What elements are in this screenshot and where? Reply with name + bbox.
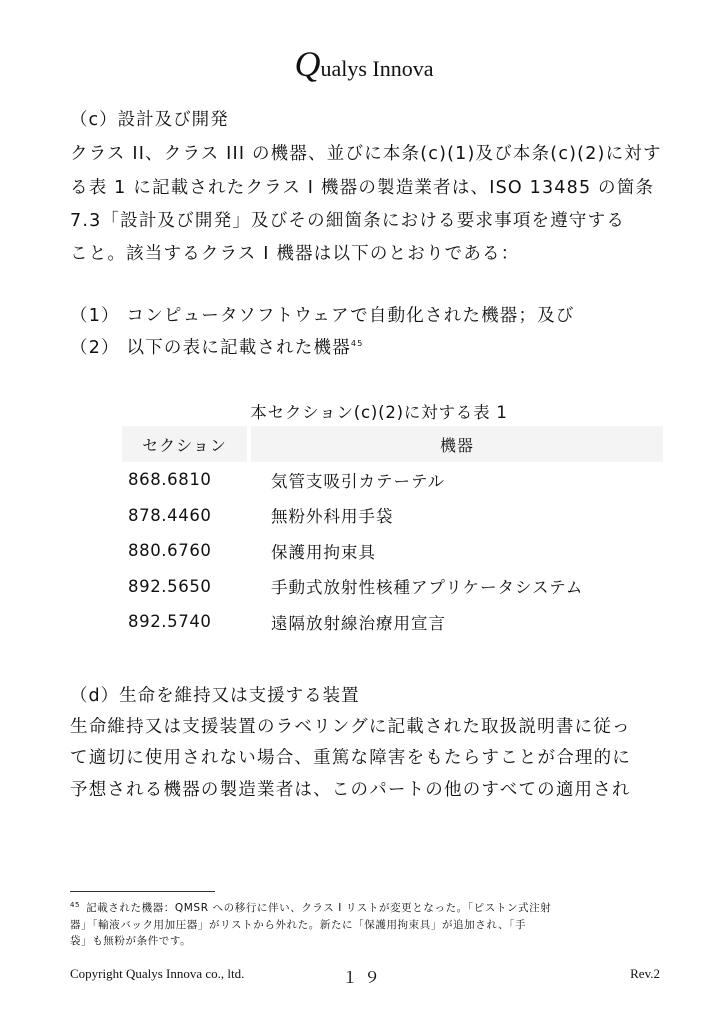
footnote-line: 器」「輸液バック用加圧器」がリストから外れた。新たに「保護用拘束具」が追加され、「手	[70, 919, 527, 931]
page-number: １９	[341, 970, 386, 987]
row-device: 保護用拘束具	[271, 542, 376, 562]
row-section: 892.5740	[128, 612, 212, 632]
section-d-line: 予想される機器の製造業者は、このパートの他のすべての適用され	[70, 780, 631, 800]
table-row	[122, 498, 663, 534]
row-device: 無粉外科用手袋	[271, 507, 394, 527]
section-c-line: こと。該当するクラス I 機器は以下のとおりである：	[70, 244, 520, 264]
table-header-row	[122, 426, 663, 462]
header-logo	[0, 46, 728, 82]
footer-copyright: Copyright Qualys Innova co., ltd.	[70, 966, 245, 981]
logo-initial: Q	[294, 44, 321, 84]
section-d-line: て適切に使用されない場合、重篤な障害をもたらすことが合理的に	[70, 748, 631, 768]
footnote-line	[70, 900, 551, 915]
section-c-line: 7.3「設計及び開発」及びその細箇条における要求事項を遵守する	[70, 211, 626, 231]
list-item-2-text: （2） 以下の表に記載された機器	[70, 338, 351, 358]
section-d-heading: （d）生命を維持又は支援する装置	[70, 686, 360, 706]
section-d-line: 生命維持又は支援装置のラベリングに記載された取扱説明書に従っ	[70, 717, 631, 737]
list-item-1: （1） コンピュータソフトウェアで自動化された機器；及び	[70, 306, 575, 326]
section-c-heading: （c）設計及び開発	[70, 110, 229, 130]
table-row	[122, 569, 663, 605]
row-section: 868.6810	[128, 470, 212, 490]
footnote-number: 45	[70, 900, 81, 909]
list-item-2	[70, 334, 364, 359]
row-device: 遠隔放射線治療用宣言	[271, 613, 446, 633]
row-device: 手動式放射性核種アプリケータシステム	[271, 578, 584, 598]
footnote-text: 記載された機器：QMSR への移行に伴い、クラス I リストが変更となった。「ピストン式注射	[86, 902, 552, 914]
table-caption: 本セクション(c)(2)に対する表 1	[250, 403, 508, 422]
footnote-ref[interactable]: 45	[350, 339, 364, 349]
section-c-line: る表 1 に記載されたクラス I 機器の製造業者は、ISO 13485 の箇条	[70, 178, 655, 198]
table-row	[122, 604, 663, 640]
section-c-line: クラス II、クラス III の機器、並びに本条(c)(1)及び本条(c)(2)に対す	[70, 144, 662, 164]
table-row	[122, 462, 663, 498]
header-section: セクション	[122, 426, 247, 462]
footer-revision: Rev.2	[630, 966, 660, 981]
footnote-divider	[70, 891, 215, 892]
row-section: 892.5650	[128, 576, 212, 596]
row-section: 880.6760	[128, 541, 212, 561]
row-section: 878.4460	[128, 505, 212, 525]
row-device: 気管支吸引カテーテル	[271, 471, 446, 491]
table-row	[122, 533, 663, 569]
logo-text: ualys Innova	[320, 56, 434, 81]
footnote-line: 袋」も無粉が条件です。	[70, 935, 192, 947]
device-table	[122, 426, 663, 640]
header-device: 機器	[251, 426, 663, 462]
